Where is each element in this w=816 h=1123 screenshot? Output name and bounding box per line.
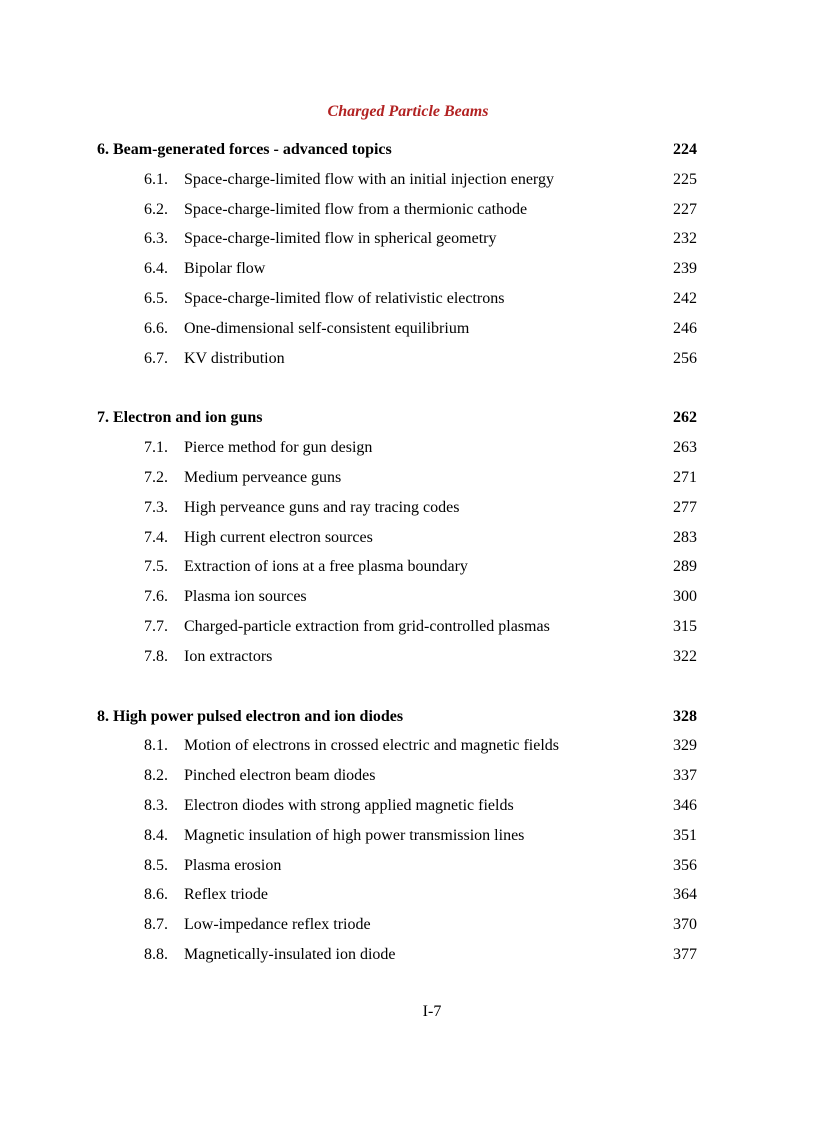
- section-title: High perveance guns and ray tracing codes: [184, 498, 460, 516]
- section-title: Plasma ion sources: [184, 588, 307, 606]
- section-title: Charged-particle extraction from grid-controlled plasmas: [184, 617, 550, 635]
- section-number: 7.5.: [144, 558, 168, 576]
- section-title: Low-impedance reflex triode: [184, 916, 371, 934]
- section-page-number: 277: [673, 498, 697, 516]
- toc-entry[interactable]: [97, 793, 697, 823]
- chapter-heading[interactable]: [97, 704, 697, 734]
- toc-entry[interactable]: [97, 435, 697, 465]
- section-page-number: 322: [673, 647, 697, 665]
- section-page-number: 315: [673, 617, 697, 635]
- section-number: 6.7.: [144, 349, 168, 367]
- section-number: 8.7.: [144, 916, 168, 934]
- section-number: 6.2.: [144, 200, 168, 218]
- section-number: 7.1.: [144, 439, 168, 457]
- section-title: High current electron sources: [184, 528, 373, 546]
- section-number: 7.8.: [144, 647, 168, 665]
- section-page-number: 271: [673, 468, 697, 486]
- section-page-number: 356: [673, 856, 697, 874]
- toc-entry[interactable]: [97, 525, 697, 555]
- toc-entry[interactable]: [97, 554, 697, 584]
- section-page-number: 329: [673, 737, 697, 755]
- chapter-8: [97, 704, 697, 972]
- toc-entry[interactable]: [97, 882, 697, 912]
- chapter-title: 7. Electron and ion guns: [97, 409, 263, 427]
- section-page-number: 351: [673, 826, 697, 844]
- section-page-number: 227: [673, 200, 697, 218]
- chapter-heading[interactable]: [97, 137, 697, 167]
- section-page-number: 300: [673, 588, 697, 606]
- chapter-7: [97, 405, 697, 673]
- chapter-title: 6. Beam-generated forces - advanced topics: [97, 141, 392, 158]
- section-page-number: 225: [673, 170, 697, 188]
- toc-entry[interactable]: [97, 763, 697, 793]
- chapter-page-number: 328: [673, 707, 697, 725]
- section-number: 8.3.: [144, 796, 168, 814]
- section-title: Reflex triode: [184, 886, 268, 904]
- chapter-title: 8. High power pulsed electron and ion diodes: [97, 707, 404, 725]
- section-number: 8.6.: [144, 886, 168, 904]
- section-title: Pinched electron beam diodes: [184, 767, 376, 785]
- toc-entry[interactable]: [97, 644, 697, 674]
- section-number: 6.3.: [144, 230, 168, 248]
- section-page-number: 246: [673, 319, 697, 337]
- section-number: 6.6.: [144, 319, 168, 337]
- toc-entry[interactable]: [97, 256, 697, 286]
- section-title: Magnetically-insulated ion diode: [184, 945, 396, 963]
- section-title: Motion of electrons in crossed electric and magnetic fields: [184, 737, 559, 755]
- toc-entry[interactable]: [97, 316, 697, 346]
- toc-entry[interactable]: [97, 614, 697, 644]
- section-title: Medium perveance guns: [184, 468, 342, 486]
- toc-entry[interactable]: [97, 495, 697, 525]
- section-title: Ion extractors: [184, 647, 273, 665]
- running-header: Charged Particle Beams: [327, 103, 489, 120]
- section-number: 8.8.: [144, 945, 168, 963]
- section-title: Magnetic insulation of high power transmission lines: [184, 826, 525, 844]
- toc-entry[interactable]: [97, 942, 697, 972]
- section-page-number: 370: [673, 916, 697, 934]
- section-page-number: 337: [673, 767, 697, 785]
- toc-entry[interactable]: [97, 584, 697, 614]
- toc-entry[interactable]: [97, 167, 697, 197]
- section-number: 7.4.: [144, 528, 168, 546]
- section-number: 6.5.: [144, 289, 168, 307]
- section-number: 7.7.: [144, 617, 168, 635]
- section-page-number: 256: [673, 349, 697, 367]
- section-title: Bipolar flow: [184, 260, 266, 278]
- section-number: 8.4.: [144, 826, 168, 844]
- toc-entry[interactable]: [97, 733, 697, 763]
- toc-entry[interactable]: [97, 465, 697, 495]
- toc-entry[interactable]: [97, 197, 697, 227]
- section-title: Extraction of ions at a free plasma boundary: [184, 558, 468, 576]
- section-number: 7.3.: [144, 498, 168, 516]
- section-title: Space-charge-limited flow of relativistic electrons: [184, 289, 505, 307]
- section-number: 8.1.: [144, 737, 168, 755]
- toc-entry[interactable]: [97, 286, 697, 316]
- toc-entry[interactable]: [97, 346, 697, 376]
- chapter-page-number: 224: [673, 141, 697, 158]
- section-title: Electron diodes with strong applied magnetic fields: [184, 796, 514, 814]
- section-title: One-dimensional self-consistent equilibrium: [184, 319, 470, 337]
- section-page-number: 377: [673, 945, 697, 963]
- section-number: 6.4.: [144, 260, 168, 278]
- table-of-contents: [97, 137, 697, 1002]
- toc-entry[interactable]: [97, 912, 697, 942]
- page-number-footer: I-7: [422, 1003, 442, 1020]
- section-page-number: 263: [673, 439, 697, 457]
- section-title: Space-charge-limited flow in spherical geometry: [184, 230, 497, 248]
- toc-entry[interactable]: [97, 226, 697, 256]
- chapter-6: [97, 137, 697, 375]
- toc-entry[interactable]: [97, 853, 697, 883]
- chapter-heading[interactable]: [97, 405, 697, 435]
- chapter-page-number: 262: [673, 409, 697, 427]
- section-page-number: 239: [673, 260, 697, 278]
- section-page-number: 283: [673, 528, 697, 546]
- section-number: 7.2.: [144, 468, 168, 486]
- section-title: Space-charge-limited flow with an initial injection energy: [184, 170, 554, 188]
- section-page-number: 289: [673, 558, 697, 576]
- section-page-number: 242: [673, 289, 697, 307]
- section-number: 8.2.: [144, 767, 168, 785]
- section-number: 7.6.: [144, 588, 168, 606]
- section-title: Pierce method for gun design: [184, 439, 373, 457]
- section-number: 6.1.: [144, 170, 168, 188]
- section-page-number: 364: [673, 886, 697, 904]
- toc-entry[interactable]: [97, 823, 697, 853]
- section-page-number: 232: [673, 230, 697, 248]
- section-page-number: 346: [673, 796, 697, 814]
- section-title: Plasma erosion: [184, 856, 282, 874]
- section-number: 8.5.: [144, 856, 168, 874]
- section-title: KV distribution: [184, 349, 285, 367]
- section-title: Space-charge-limited flow from a thermionic cathode: [184, 200, 528, 218]
